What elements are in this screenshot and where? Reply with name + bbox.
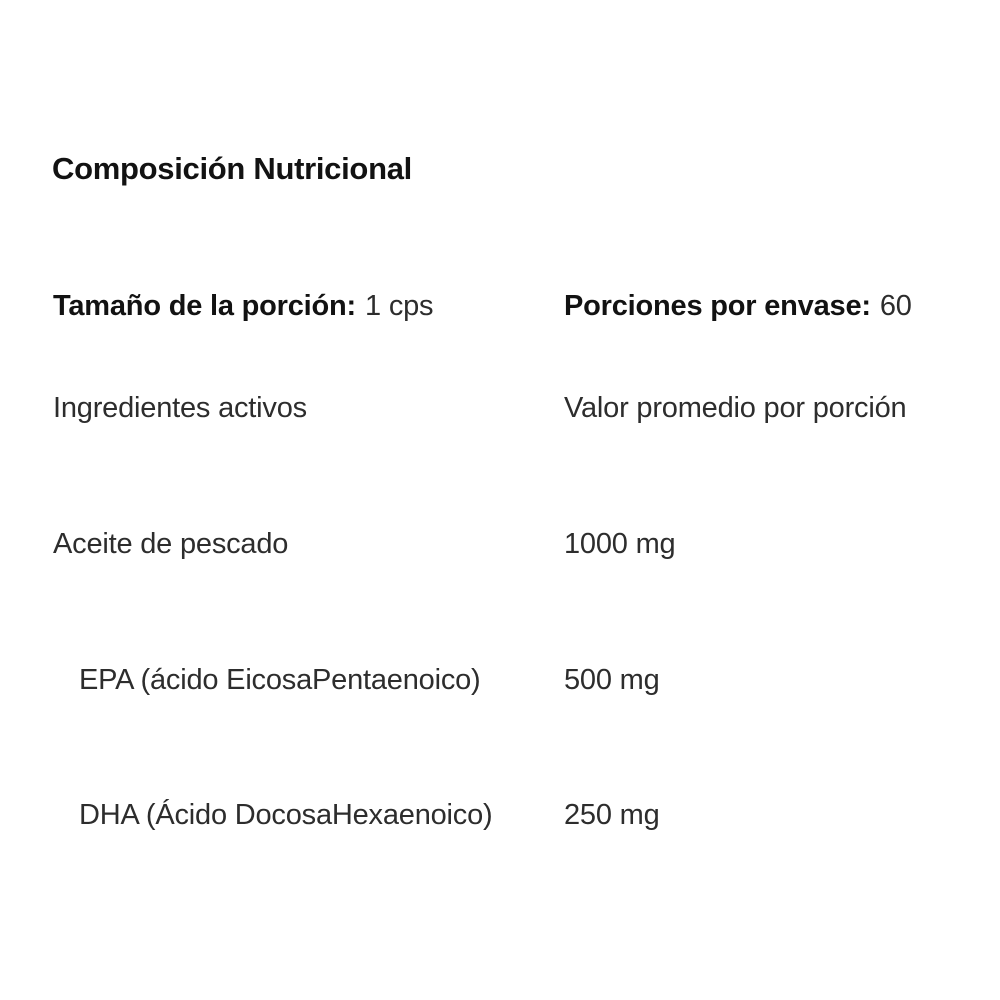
- ingredient-name: EPA (ácido EicosaPentaenoico): [79, 664, 481, 696]
- serving-size: [53, 288, 433, 325]
- servings-per-container: [564, 288, 912, 325]
- serving-size-label: Tamaño de la porción:: [53, 290, 357, 322]
- ingredient-amount: 500 mg: [564, 664, 660, 696]
- serving-size-value: 1 cps: [365, 290, 434, 322]
- ingredient-amount: 250 mg: [564, 799, 660, 831]
- ingredients-column-header: Ingredientes activos: [53, 392, 307, 424]
- ingredient-amount: 1000 mg: [564, 528, 676, 560]
- page-title: Composición Nutricional: [52, 151, 412, 186]
- ingredient-name: DHA (Ácido DocosaHexaenoico): [79, 799, 493, 831]
- servings-per-container-label: Porciones por envase:: [564, 290, 871, 322]
- servings-per-container-value: 60: [879, 290, 912, 322]
- value-column-header: Valor promedio por porción: [564, 392, 907, 424]
- ingredient-name: Aceite de pescado: [53, 528, 289, 560]
